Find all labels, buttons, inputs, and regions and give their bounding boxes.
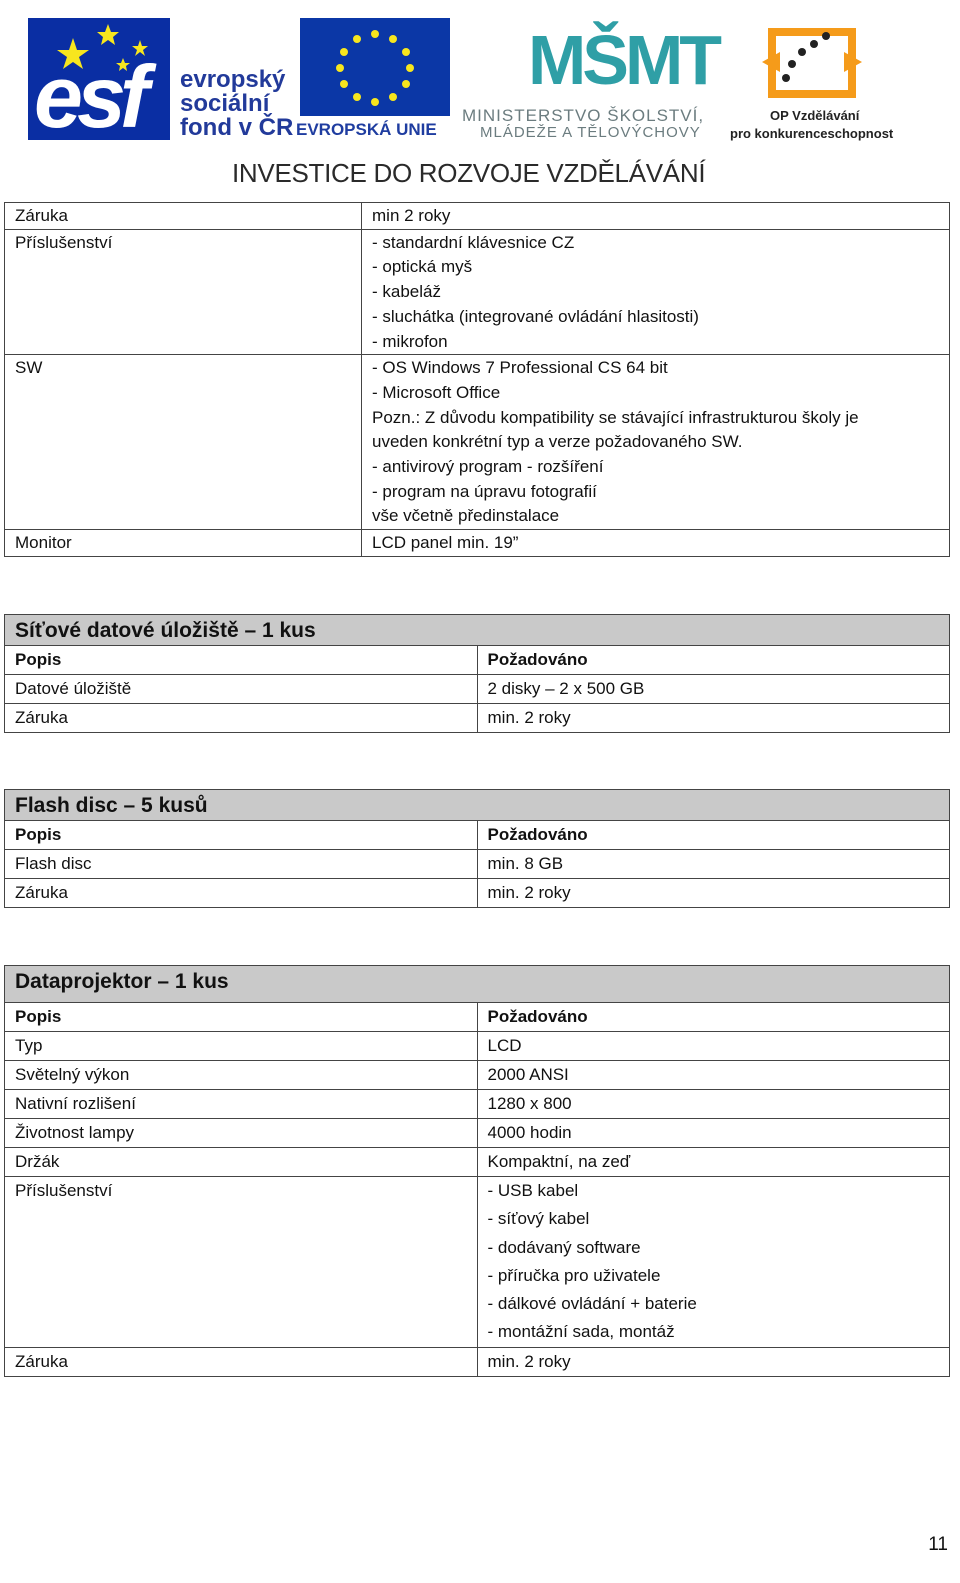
row-value: 4000 hodin: [477, 1119, 950, 1148]
table-row: [5, 704, 950, 733]
row-label: Držák: [5, 1148, 478, 1177]
section-title: Dataprojektor – 1 kus: [5, 966, 950, 1003]
table-row: [5, 229, 950, 355]
table-row: [5, 850, 950, 879]
table-row: [5, 1061, 950, 1090]
section-title-row: [5, 790, 950, 821]
column-header: Požadováno: [477, 821, 950, 850]
column-header: Popis: [5, 1003, 478, 1032]
row-label: Příslušenství: [5, 1177, 478, 1348]
eu-flag-logo: [300, 18, 450, 116]
column-header: Popis: [5, 646, 478, 675]
table-row: [5, 1119, 950, 1148]
value-line: uveden konkrétní typ a verze požadovaného SW.: [372, 432, 743, 452]
value-line: - kabeláž: [372, 282, 441, 302]
section-title: Síťové datové úložiště – 1 kus: [5, 615, 950, 646]
value-line: - standardní klávesnice CZ: [372, 232, 575, 252]
value-line: - optická myš: [372, 257, 473, 277]
table-row: [5, 530, 950, 557]
table-row: [5, 1032, 950, 1061]
op-arrows-icon: [762, 22, 862, 104]
table-row: [5, 879, 950, 908]
esf-letters: esf: [34, 47, 144, 146]
table-header-row: [5, 821, 950, 850]
section-title: Flash disc – 5 kusů: [5, 790, 950, 821]
value-line: - antivirový program - rozšíření: [372, 457, 604, 477]
header-logos: [0, 0, 960, 195]
op-logo: [762, 22, 862, 104]
value-line: - dodávaný software: [487, 1237, 641, 1257]
investice-banner: INVESTICE DO ROZVOJE VZDĚLÁVÁNÍ: [232, 158, 706, 188]
row-value: [362, 530, 950, 557]
value-line: - dálkové ovládání + baterie: [487, 1294, 697, 1314]
row-value: [362, 203, 950, 230]
table-row: [5, 1148, 950, 1177]
row-label: Světelný výkon: [5, 1061, 478, 1090]
row-label: SW: [5, 355, 362, 530]
value-line: - montážní sada, montáž: [487, 1322, 675, 1342]
value-line: min 2 roky: [372, 206, 451, 225]
row-value: min. 8 GB: [477, 850, 950, 879]
table-header-row: [5, 1003, 950, 1032]
row-value: 2000 ANSI: [477, 1061, 950, 1090]
table-row: [5, 1347, 950, 1376]
row-label: Příslušenství: [5, 229, 362, 355]
row-label: Monitor: [5, 530, 362, 557]
pc-spec-table: [4, 202, 950, 557]
column-header: Popis: [5, 821, 478, 850]
row-label: Flash disc: [5, 850, 478, 879]
row-value: 2 disky – 2 x 500 GB: [477, 675, 950, 704]
row-label: Záruka: [5, 879, 478, 908]
projector-table: [4, 965, 950, 1377]
section-title-row: [5, 966, 950, 1003]
row-value: LCD: [477, 1032, 950, 1061]
value-line: - OS Windows 7 Professional CS 64 bit: [372, 358, 668, 378]
page-number: 11: [928, 1534, 948, 1555]
table-row: [5, 355, 950, 530]
row-label: Záruka: [5, 1347, 478, 1376]
row-value: 1280 x 800: [477, 1090, 950, 1119]
msmt-text-line1: MINISTERSTVO ŠKOLSTVÍ,: [462, 106, 705, 125]
row-label: Záruka: [5, 704, 478, 733]
table-row: [5, 203, 950, 230]
esf-text: evropský sociální fond v ČR: [180, 66, 294, 141]
row-value: Kompaktní, na zeď: [477, 1148, 950, 1177]
value-line: - síťový kabel: [487, 1209, 590, 1229]
op-text-line1: OP Vzdělávání: [770, 108, 860, 123]
flash-table: [4, 789, 950, 908]
value-line: - mikrofon: [372, 331, 448, 351]
value-line: - Microsoft Office: [372, 382, 501, 402]
row-value: [477, 1177, 950, 1348]
msmt-logo: MŠMT: [528, 21, 719, 99]
row-label: Záruka: [5, 203, 362, 230]
storage-table: [4, 614, 950, 733]
value-line: vše včetně předinstalace: [372, 506, 560, 526]
value-line: - sluchátka (integrované ovládání hlasitosti): [372, 306, 699, 326]
row-label: Typ: [5, 1032, 478, 1061]
value-line: LCD panel min. 19”: [372, 533, 519, 553]
row-value: min. 2 roky: [477, 879, 950, 908]
value-line: - příručka pro uživatele: [487, 1265, 661, 1285]
row-value: [362, 229, 950, 355]
eu-stars-icon: [300, 18, 450, 116]
row-label: Datové úložiště: [5, 675, 478, 704]
column-header: Požadováno: [477, 646, 950, 675]
msmt-text-line2: MLÁDEŽE A TĚLOVÝCHOVY: [480, 124, 701, 141]
row-value: [362, 355, 950, 530]
op-text-line2: pro konkurenceschopnost: [730, 126, 894, 141]
table-row: [5, 675, 950, 704]
value-line: Pozn.: Z důvodu kompatibility se stávající infrastrukturou školy je: [372, 407, 859, 427]
table-header-row: [5, 646, 950, 675]
row-value: min. 2 roky: [477, 704, 950, 733]
section-title-row: [5, 615, 950, 646]
value-line: - program na úpravu fotografií: [372, 481, 597, 501]
eu-text: EVROPSKÁ UNIE: [296, 120, 437, 139]
table-row: [5, 1090, 950, 1119]
row-value: min. 2 roky: [477, 1347, 950, 1376]
row-label: Nativní rozlišení: [5, 1090, 478, 1119]
table-row: [5, 1177, 950, 1348]
row-label: Životnost lampy: [5, 1119, 478, 1148]
value-line: - USB kabel: [487, 1181, 579, 1200]
column-header: Požadováno: [477, 1003, 950, 1032]
